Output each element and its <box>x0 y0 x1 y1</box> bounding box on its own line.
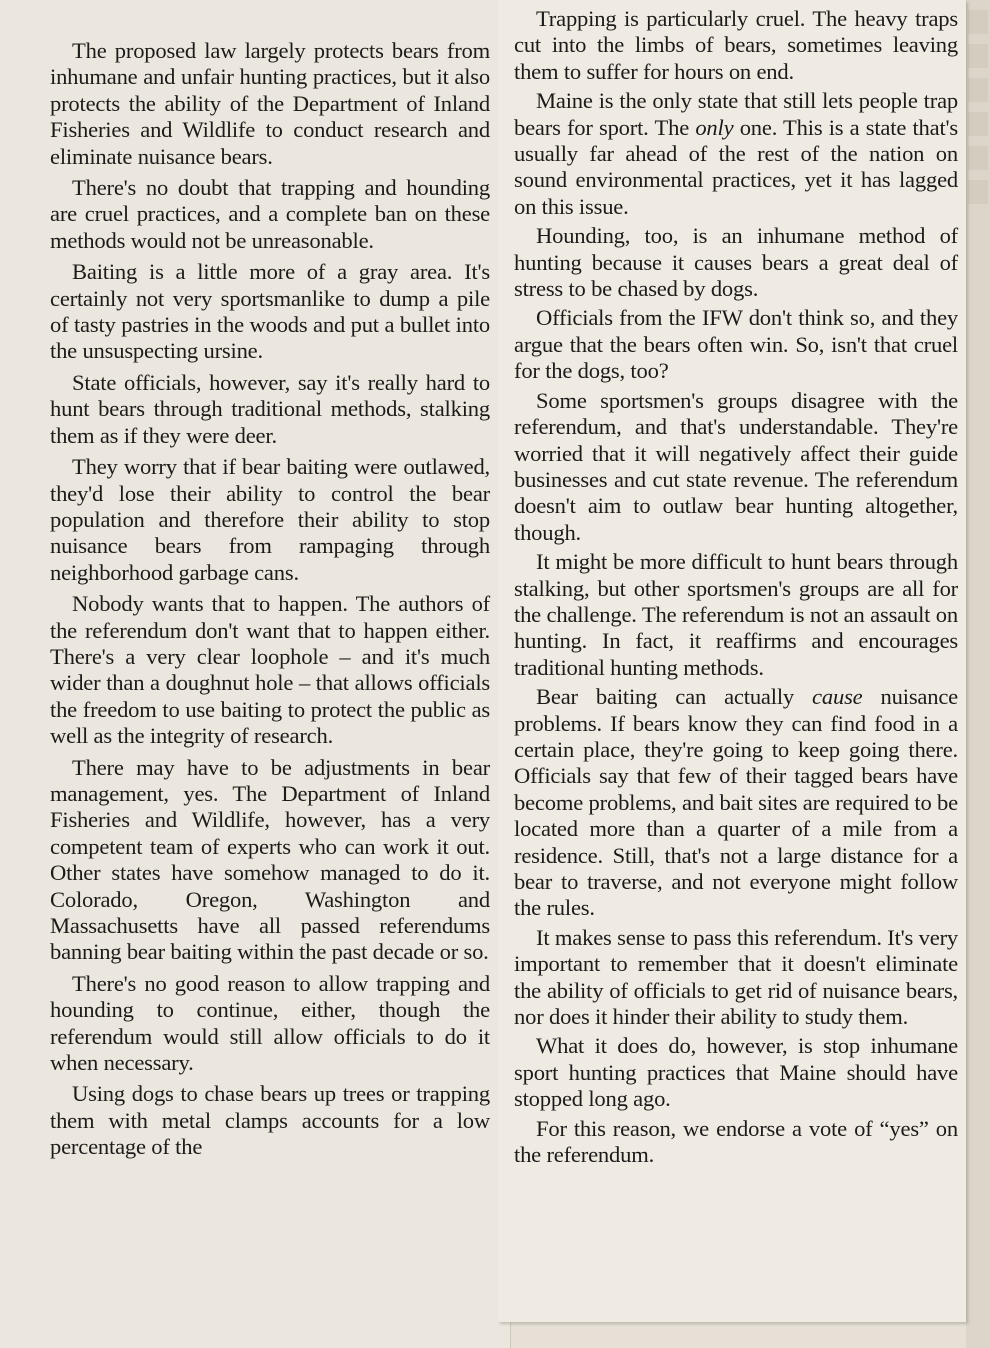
paragraph: Some sportsmen's groups disagree with the referendum, and that's understandable. They're worried that it will negatively affect their guide businesses and cut state revenue. The referendum doesn't aim to outlaw bear hunting altogether, though. <box>514 387 958 545</box>
paragraph: Hounding, too, is an inhumane method of hunting because it causes bears a great deal of stress to be chased by dogs. <box>514 223 958 302</box>
paragraph: The proposed law largely protects bears from inhumane and unfair hunting practices, but it also protects the ability of the Department of Inland Fisheries and Wildlife to conduct research and eliminate nuisance bears. <box>50 38 490 169</box>
paragraph: What it does do, however, is stop inhumane sport hunting practices that Maine should have stopped long ago. <box>514 1033 958 1112</box>
paragraph: Baiting is a little more of a gray area. It's certainly not very sportsmanlike to dump a pile of tasty pastries in the woods and put a bullet into the unsuspecting ursine. <box>50 259 490 364</box>
paragraph: State officials, however, say it's really hard to hunt bears through traditional methods, stalking them as if they were deer. <box>50 369 490 448</box>
text-run: Bear baiting can actually <box>536 684 813 710</box>
right-column <box>514 6 958 1168</box>
paragraph: It makes sense to pass this referendum. It's very important to remember that it doesn't eliminate the ability of officials to get rid of nuisance bears, nor does it hinder their ability to study them. <box>514 924 958 1030</box>
emphasis: only <box>695 114 734 140</box>
adjacent-page-bleed <box>966 0 990 1348</box>
paragraph: Officials from the IFW don't think so, and they argue that the bears often win. So, isn't that cruel for the dogs, too? <box>514 305 958 384</box>
paragraph: Using dogs to chase bears up trees or trapping them with metal clamps accounts for a low percentage of the <box>50 1081 490 1160</box>
paragraph: It might be more difficult to hunt bears through stalking, but other sportsmen's groups are all for the challenge. The referendum is not an assault on hunting. In fact, it reaffirms and encourages traditional hunting methods. <box>514 549 958 680</box>
paragraph: They worry that if bear baiting were outlawed, they'd lose their ability to control the bear population and therefore their ability to stop nuisance bears from rampaging through neighborhood garbage cans. <box>50 454 490 585</box>
paragraph: Trapping is particularly cruel. The heavy traps cut into the limbs of bears, sometimes leaving them to suffer for hours on end. <box>514 6 958 84</box>
text-run: nuisance problems. If bears know they can find food in a certain place, they're going to keep going there. Officials say that few of their tagged bears have become problems, and bait sites are required to be located more than a quarter of a mile from a residence. Still, that's not a large distance for a bear to traverse, and not everyone might follow the rules. <box>514 684 958 921</box>
text-run: Maine is the only state that still lets people trap bears for sport. The <box>514 88 958 140</box>
left-column <box>50 38 490 1161</box>
paragraph: Nobody wants that to happen. The authors of the referendum don't want that to happen either. There's a very clear loophole – and it's much wider than a doughnut hole – that allows officials the freedom to use baiting to protect the public as well as the integrity of research. <box>50 591 490 749</box>
paragraph: For this reason, we endorse a vote of “yes” on the referendum. <box>514 1115 958 1168</box>
paragraph <box>514 684 958 922</box>
emphasis: cause <box>812 684 863 710</box>
paragraph: There may have to be adjustments in bear management, yes. The Department of Inland Fisheries and Wildlife, however, has a very competent team of experts who can work it out. Other states have somehow managed to do it. Colorado, Oregon, Washington and Massachusetts have all passed referendums banning bear baiting within the past decade or so. <box>50 754 490 965</box>
text-run: one. This is a state that's usually far ahead of the rest of the nation on sound environmental practices, yet it has lagged on this issue. <box>514 114 958 219</box>
paragraph: There's no good reason to allow trapping and hounding to continue, either, though the referendum would still allow officials to do it when necessary. <box>50 970 490 1076</box>
paragraph <box>514 88 958 220</box>
paragraph: There's no doubt that trapping and hounding are cruel practices, and a complete ban on these methods would not be unreasonable. <box>50 175 490 253</box>
